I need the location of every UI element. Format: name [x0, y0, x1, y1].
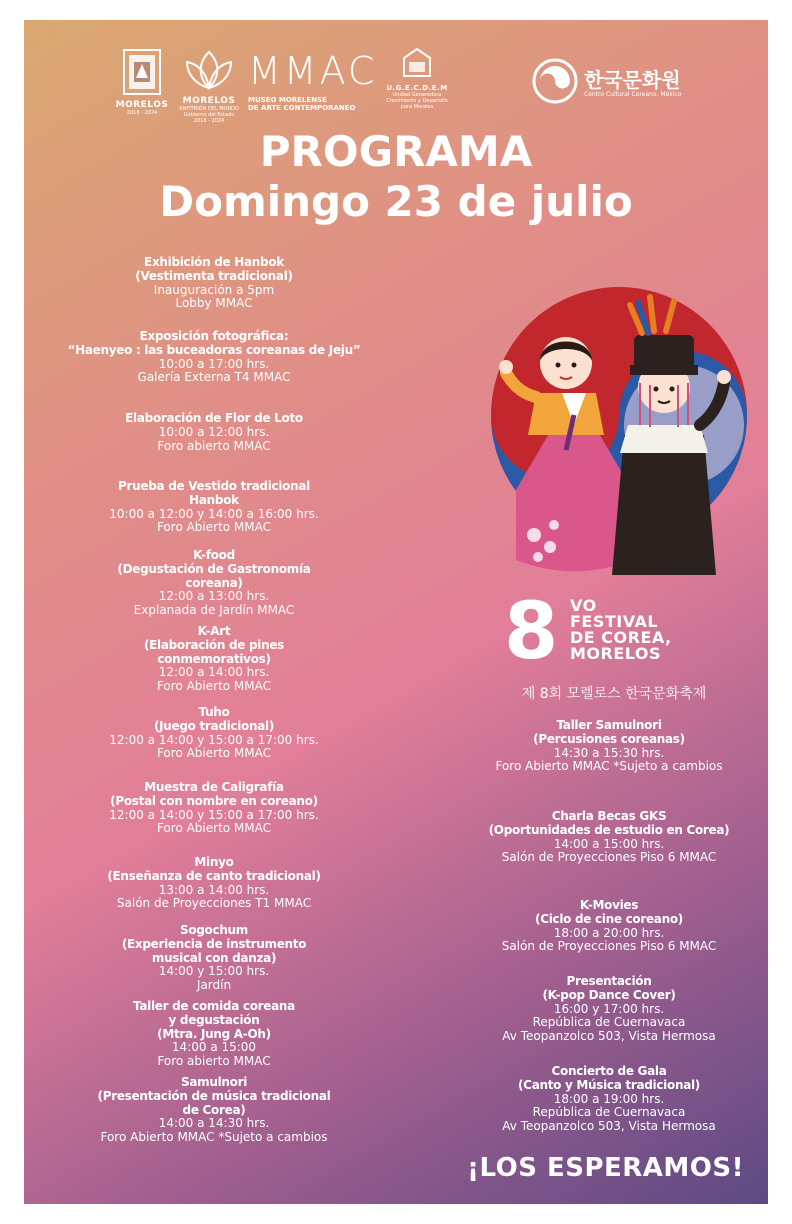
event-item — [64, 1000, 364, 1069]
event-detail-line: Foro abierto MMAC — [157, 438, 271, 453]
event-detail-line: 10:00 a 12:00 y 14:00 a 16:00 hrs. — [109, 506, 319, 521]
event-item — [64, 856, 364, 911]
event-title-line: (Canto y Música tradicional) — [518, 1077, 700, 1092]
event-title-line: (Vestimenta tradicional) — [135, 268, 293, 283]
event-title-line: (K-pop Dance Cover) — [542, 987, 676, 1002]
program-title: PROGRAMA — [259, 127, 533, 176]
event-item — [64, 924, 364, 993]
event-item — [64, 1076, 364, 1145]
event-title-line: y degustación — [168, 1012, 260, 1027]
event-title-line: (Enseñanza de canto tradicional) — [107, 868, 321, 883]
event-title-line: Charla Becas GKS — [551, 809, 667, 823]
event-title-line: (Elaboración de pines — [143, 637, 285, 652]
ugecdem-logo — [382, 46, 452, 110]
event-detail-line: Foro Abierto MMAC — [156, 520, 272, 535]
event-detail-line: Salón de Proyecciones Piso 6 MMAC — [501, 939, 717, 954]
event-detail-line: Av Teopanzolco 503, Vista Hermosa — [502, 1119, 716, 1134]
morelos-state-years: 2018 - 2024 — [126, 110, 158, 116]
korean-center-name: 한국문화원 — [584, 68, 681, 92]
event-title-line: Concierto de Gala — [551, 1064, 667, 1078]
event-title-line: Sogochum — [179, 923, 249, 937]
event-title-line: “Haenyeo : las buceadoras coreanas de Jeju” — [67, 342, 361, 357]
event-detail-line: República de Cuernavaca — [532, 1105, 686, 1120]
festival-line4: MORELOS — [570, 644, 662, 663]
event-item — [454, 719, 764, 774]
event-detail-line: Lobby MMAC — [175, 296, 253, 311]
mmac-wordmark: MMAC — [248, 49, 378, 93]
event-title-line: Elaboración de Flor de Loto — [125, 411, 303, 425]
event-title-line: (Postal con nombre en coreano) — [110, 793, 318, 808]
event-title-line: K-food — [193, 548, 235, 562]
right-events-column — [454, 20, 764, 1204]
festival-line3: DE COREA, — [570, 628, 672, 647]
event-detail-line: Galería Externa T4 MMAC — [137, 370, 291, 385]
event-detail-line: Explanada de Jardín MMAC — [133, 603, 295, 618]
event-detail-line: Av Teopanzolco 503, Vista Hermosa — [502, 1029, 716, 1044]
event-title-line: Taller Samulnori — [556, 718, 662, 732]
event-detail-line: 10:00 a 12:00 hrs. — [158, 424, 270, 439]
event-item — [64, 330, 364, 385]
event-title-line: K-Art — [197, 624, 231, 638]
event-detail-line: Salón de Proyecciones Piso 6 MMAC — [501, 850, 717, 865]
event-detail-line: 14:00 y 15:00 hrs. — [158, 964, 270, 979]
ugecdem-line1: Unidad Generadora — [392, 92, 442, 98]
event-detail-line: 14:00 a 15:00 — [171, 1040, 257, 1055]
event-title-line: Exposición fotográfica: — [139, 329, 289, 343]
event-title-line: (Juego tradicional) — [153, 718, 275, 733]
event-title-line: conmemorativos) — [157, 651, 271, 666]
event-poster — [24, 20, 768, 1204]
event-item — [64, 256, 364, 311]
event-title-line: Hanbok — [189, 492, 239, 507]
event-detail-line: 14:30 a 15:30 hrs. — [553, 745, 665, 760]
event-detail-line: Foro Abierto MMAC *Sujeto a cambios — [495, 759, 723, 774]
event-item — [454, 1065, 764, 1134]
event-title-line: (Oportunidades de estudio en Corea) — [488, 822, 730, 837]
mmac-line1: MUSEO MORELENSE — [248, 96, 327, 104]
event-detail-line: 18:00 a 20:00 hrs. — [553, 925, 665, 940]
event-detail-line: Jardín — [196, 978, 232, 993]
morelos-state-name: MORELOS — [115, 100, 169, 110]
event-detail-line: 12:00 a 14:00 y 15:00 a 17:00 hrs. — [109, 732, 319, 747]
event-detail-line: Foro Abierto MMAC — [156, 746, 272, 761]
ugecdem-word: U.G.E.C.D.E.M — [386, 84, 448, 92]
event-detail-line: 18:00 a 19:00 hrs. — [553, 1091, 665, 1106]
event-detail-line: Inauguración a 5pm — [153, 282, 275, 297]
event-detail-line: 12:00 a 14:00 hrs. — [158, 665, 270, 680]
event-item — [454, 899, 764, 954]
event-title-line: Exhibición de Hanbok — [144, 255, 284, 269]
event-detail-line: Foro Abierto MMAC — [156, 821, 272, 836]
event-detail-line: 14:00 a 15:00 hrs. — [553, 836, 665, 851]
mmac-line2: DE ARTE CONTEMPORANEO — [248, 104, 356, 112]
event-detail-line: 10:00 a 17:00 hrs. — [158, 356, 270, 371]
program-date: Domingo 23 de julio — [159, 177, 633, 226]
event-detail-line: 14:00 a 14:30 hrs. — [158, 1116, 270, 1131]
morelos-govt-line3: 2018 - 2024 — [193, 118, 225, 124]
event-detail-line: Foro Abierto MMAC *Sujeto a cambios — [100, 1130, 328, 1145]
event-title-line: Prueba de Vestido tradicional — [118, 479, 310, 493]
event-title-line: Taller de comida coreana — [133, 999, 295, 1013]
event-item — [64, 412, 364, 453]
event-detail-line: República de Cuernavaca — [532, 1015, 686, 1030]
event-item — [64, 480, 364, 535]
event-detail-line: 12:00 a 13:00 hrs. — [158, 589, 270, 604]
event-title-line: Minyo — [194, 855, 234, 869]
event-title-line: (Ciclo de cine coreano) — [535, 911, 683, 926]
event-item — [64, 781, 364, 836]
event-title-line: (Presentación de música tradicional — [97, 1088, 331, 1103]
event-detail-line: 16:00 y 17:00 hrs. — [553, 1001, 665, 1016]
event-item — [454, 975, 764, 1044]
event-title-line: de Corea) — [182, 1102, 246, 1117]
building-emblem-icon — [400, 46, 434, 80]
event-title-line: coreana) — [185, 575, 243, 590]
morelos-govt-line2: Gobierno del Estado — [183, 112, 235, 118]
ugecdem-line3: para Morelos — [400, 104, 434, 110]
event-title-line: Tuho — [198, 705, 230, 719]
event-detail-line: 13:00 a 14:00 hrs. — [158, 882, 270, 897]
festival-number: 8 — [504, 587, 559, 677]
event-title-line: (Experiencia de instrumento — [121, 936, 307, 951]
festival-line1: VO — [570, 596, 597, 615]
festival-line2: FESTIVAL — [570, 612, 659, 631]
event-item — [454, 810, 764, 865]
event-detail-line: 12:00 a 14:00 y 15:00 a 17:00 hrs. — [109, 807, 319, 822]
event-title-line: Muestra de Caligrafía — [144, 780, 284, 794]
event-title-line: (Mtra. Jung A-Oh) — [157, 1026, 271, 1041]
event-title-line: (Degustación de Gastronomía — [117, 561, 311, 576]
left-events-column — [64, 20, 364, 1204]
closing-message: ¡LOS ESPERAMOS! — [467, 1153, 744, 1183]
event-detail-line: Foro abierto MMAC — [157, 1054, 271, 1069]
event-detail-line: Salón de Proyecciones T1 MMAC — [116, 896, 312, 911]
ugecdem-line2: Crecimiento y Desarrollo — [386, 98, 448, 104]
festival-korean-title: 제 8회 모렐로스 한국문화축제 — [521, 686, 707, 702]
event-title-line: Presentación — [566, 974, 652, 988]
event-item — [64, 625, 364, 694]
event-item — [64, 706, 364, 761]
event-title-line: K-Movies — [579, 898, 639, 912]
event-title-line: Samulnori — [180, 1075, 248, 1089]
korean-center-spanish: Centro Cultural Coreano, México — [584, 91, 682, 98]
morelos-govt-name: MORELOS — [182, 96, 236, 106]
event-detail-line: Foro Abierto MMAC — [156, 679, 272, 694]
event-title-line: musical con danza) — [151, 950, 277, 965]
event-title-line: (Percusiones coreanas) — [533, 731, 685, 746]
event-item — [64, 549, 364, 618]
morelos-govt-line1: ANFITRIÓN DEL MUNDO — [179, 106, 239, 112]
